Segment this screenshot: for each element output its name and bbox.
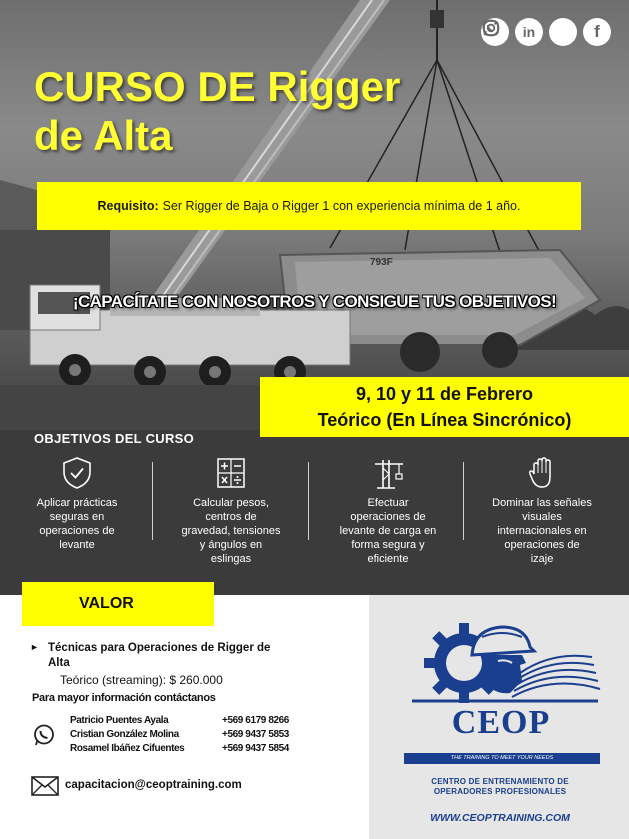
objective-line: forma segura y xyxy=(351,539,425,551)
objective-line: eslingas xyxy=(210,553,252,565)
objective-line: internacionales en xyxy=(497,525,587,537)
facebook-icon: f xyxy=(594,22,600,41)
contact-row xyxy=(70,728,289,742)
objective-line: operaciones de xyxy=(39,525,115,537)
objective-line: operaciones de xyxy=(350,511,426,523)
objective-line: izaje xyxy=(530,553,554,565)
crane-icon xyxy=(371,456,405,490)
mail-icon xyxy=(31,776,59,796)
course-line1: Técnicas para Operaciones de Rigger de xyxy=(48,642,271,654)
contact-heading: Para mayor información contáctanos xyxy=(32,692,216,704)
social-links xyxy=(481,18,611,46)
objective-line: visuales xyxy=(522,511,562,523)
instagram-link[interactable] xyxy=(549,18,577,46)
requirement-label: Requisito: xyxy=(97,199,159,213)
price: Teórico (streaming): $ 260.000 xyxy=(60,673,223,687)
instagram-icon xyxy=(481,18,501,38)
valor-heading: VALOR xyxy=(79,595,134,612)
course-title xyxy=(34,62,400,160)
contact-phone[interactable]: +569 6179 8266 xyxy=(222,715,289,726)
contact-list xyxy=(70,714,289,756)
objective-line: seguras en xyxy=(49,511,105,523)
logo-name: CEOP xyxy=(451,704,551,741)
objectives-section xyxy=(0,430,629,595)
facebook-link[interactable] xyxy=(583,18,611,46)
contact-row xyxy=(70,714,289,728)
objective-item xyxy=(7,456,147,552)
date-box xyxy=(260,377,629,437)
truck-plate: 793F xyxy=(370,257,393,268)
divider xyxy=(308,462,309,540)
website-link[interactable]: WWW.CEOPTRAINING.COM xyxy=(430,812,570,824)
objective-item xyxy=(318,456,458,566)
contact-phone[interactable]: +569 9437 5853 xyxy=(222,729,289,740)
course-title-line1: CURSO DE Rigger xyxy=(34,63,401,110)
contact-row xyxy=(70,742,289,756)
linkedin-icon: in xyxy=(522,24,536,40)
date-line: 9, 10 y 11 de Febrero xyxy=(355,384,534,404)
slogan: ¡CAPACÍTATE CON NOSOTROS Y CONSIGUE TUS OBJETIVOS! xyxy=(72,292,557,311)
linkedin-link[interactable] xyxy=(515,18,543,46)
shield-check-icon xyxy=(61,456,93,490)
objective-line: Efectuar xyxy=(367,497,409,509)
whatsapp-icon xyxy=(32,723,56,747)
course-line2: Alta xyxy=(48,657,70,669)
objective-line: y ángulos en xyxy=(199,539,263,551)
contact-name: Rosamel Ibáñez Cifuentes xyxy=(70,743,185,754)
hand-signal-icon xyxy=(528,456,556,490)
email-link[interactable]: capacitacion@ceoptraining.com xyxy=(65,779,242,791)
objective-line: centros de xyxy=(205,511,257,523)
logo-tagline: THE TRAINING TO MEET YOUR NEEDS xyxy=(404,753,600,764)
contact-name: Cristian González Molina xyxy=(70,729,179,740)
objective-line: operaciones de xyxy=(504,539,580,551)
objective-line: levante xyxy=(59,539,95,551)
requirement-box xyxy=(37,182,581,230)
course-name xyxy=(30,640,355,671)
course-title-line2: de Alta xyxy=(34,112,173,159)
contact-name: Patricio Puentes Ayala xyxy=(70,715,169,726)
calculator-icon xyxy=(215,456,247,490)
objective-line: Calcular pesos, xyxy=(193,497,269,509)
objective-item xyxy=(161,456,301,566)
objective-line: Dominar las señales xyxy=(492,497,592,509)
objective-item xyxy=(472,456,612,566)
contact-phone[interactable]: +569 9437 5854 xyxy=(222,743,289,754)
valor-box xyxy=(22,582,214,626)
center-name-line1: CENTRO DE ENTRENAMIENTO DE xyxy=(431,777,569,786)
objective-line: levante de carga en xyxy=(339,525,437,537)
modality-line: Teórico (En Línea Sincrónico) xyxy=(317,410,572,430)
requirement-text: Ser Rigger de Baja o Rigger 1 con experiencia mínima de 1 año. xyxy=(162,199,521,213)
center-name xyxy=(400,777,600,797)
center-name-line2: OPERADORES PROFESIONALES xyxy=(433,787,567,796)
arrow-bullet-icon: ► xyxy=(30,642,39,652)
objective-line: gravedad, tensiones xyxy=(181,525,281,537)
objective-line: eficiente xyxy=(367,553,409,565)
objective-line: Aplicar prácticas xyxy=(36,497,118,509)
divider xyxy=(152,462,153,540)
objectives-heading: OBJETIVOS DEL CURSO xyxy=(34,431,195,446)
divider xyxy=(463,462,464,540)
ceop-logo-emblem xyxy=(402,615,602,707)
